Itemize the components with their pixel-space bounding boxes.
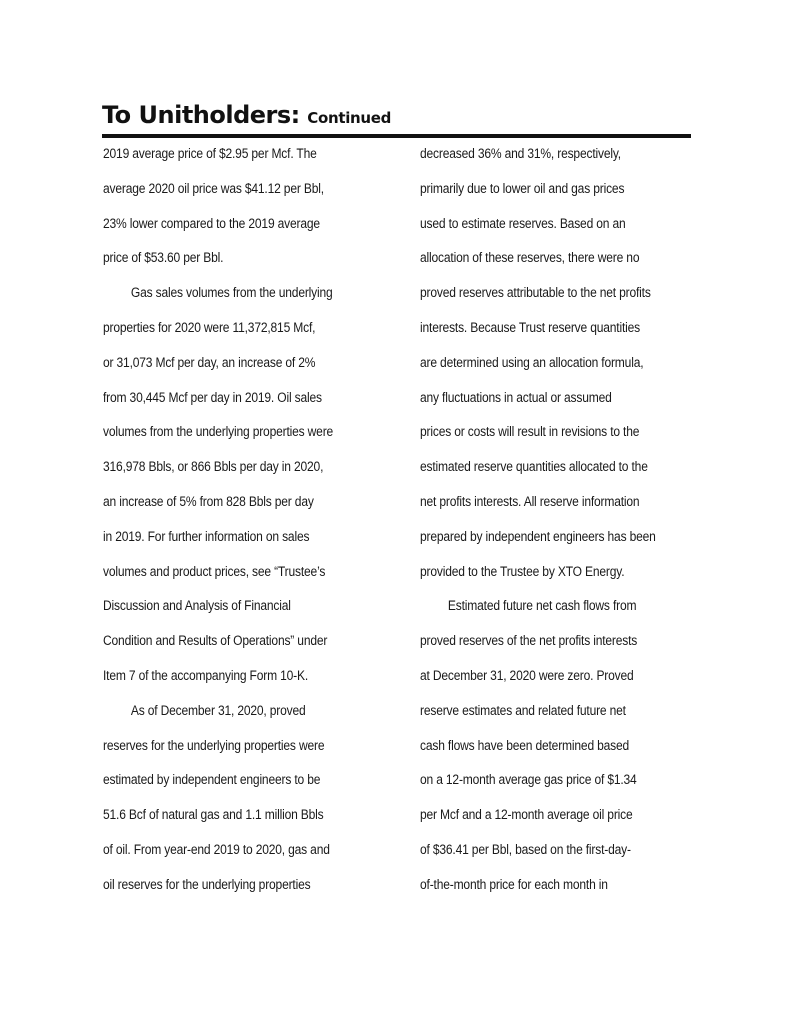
text-line: of $36.41 per Bbl, based on the first-day- [420, 841, 631, 857]
text-line: Discussion and Analysis of Financial [103, 598, 291, 614]
text-line: on a 12-month average gas price of $1.34 [420, 772, 637, 788]
text-line: estimated by independent engineers to be [103, 772, 321, 788]
text-line: estimated reserve quantities allocated to the [420, 459, 648, 475]
text-line: or 31,073 Mcf per day, an increase of 2% [103, 354, 316, 370]
text-line: used to estimate reserves. Based on an [420, 215, 626, 231]
text-line: Item 7 of the accompanying Form 10-K. [103, 667, 309, 683]
heading-rule [102, 134, 691, 138]
text-line: 2019 average price of $2.95 per Mcf. The [103, 146, 317, 161]
text-line: 51.6 Bcf of natural gas and 1.1 million Bbls [103, 807, 324, 823]
text-line: prices or costs will result in revisions to the [420, 424, 640, 440]
text-line: at December 31, 2020 were zero. Proved [420, 667, 634, 683]
text-line: of oil. From year-end 2019 to 2020, gas and [103, 841, 330, 857]
text-line: in 2019. For further information on sales [103, 528, 310, 544]
text-line: volumes and product prices, see “Trustee’s [103, 563, 326, 579]
left-text-column [103, 141, 393, 907]
text-line: 316,978 Bbls, or 866 Bbls per day in 2020, [103, 459, 324, 475]
text-line: oil reserves for the underlying properties [103, 876, 311, 892]
heading-title: To Unitholders: [102, 101, 300, 129]
heading-subtitle: Continued [307, 109, 392, 127]
text-line: reserves for the underlying properties were [103, 737, 325, 753]
text-line: of-the-month price for each month in [420, 876, 608, 892]
text-line: average 2020 oil price was $41.12 per Bbl, [103, 180, 324, 196]
text-line: an increase of 5% from 828 Bbls per day [103, 493, 314, 509]
text-line: 23% lower compared to the 2019 average [103, 215, 320, 231]
text-line: allocation of these reserves, there were no [420, 250, 640, 266]
text-line: proved reserves attributable to the net profits [420, 285, 651, 301]
page-heading [102, 103, 391, 127]
text-line: reserve estimates and related future net [420, 702, 626, 718]
text-line: Estimated future net cash flows from [447, 598, 637, 614]
text-line: interests. Because Trust reserve quantities [420, 319, 641, 335]
text-line: price of $53.60 per Bbl. [103, 250, 224, 266]
text-line: volumes from the underlying properties were [103, 424, 334, 440]
right-text-column [420, 141, 700, 907]
text-line: prepared by independent engineers has been [420, 528, 656, 544]
text-line: Condition and Results of Operations” under [103, 633, 328, 649]
text-line: provided to the Trustee by XTO Energy. [420, 563, 625, 579]
text-line: cash flows have been determined based [420, 737, 630, 753]
text-line: are determined using an allocation formula, [420, 354, 644, 370]
text-line: primarily due to lower oil and gas prices [420, 180, 625, 196]
text-line: net profits interests. All reserve information [420, 493, 640, 509]
text-line: properties for 2020 were 11,372,815 Mcf, [103, 319, 316, 335]
text-line: Gas sales volumes from the underlying [130, 285, 333, 301]
text-line: any fluctuations in actual or assumed [420, 389, 612, 405]
text-line: decreased 36% and 31%, respectively, [420, 146, 621, 161]
text-line: from 30,445 Mcf per day in 2019. Oil sales [103, 389, 322, 405]
text-line: As of December 31, 2020, proved [130, 702, 306, 718]
text-line: proved reserves of the net profits interests [420, 633, 638, 649]
text-line: per Mcf and a 12-month average oil price [420, 807, 633, 823]
